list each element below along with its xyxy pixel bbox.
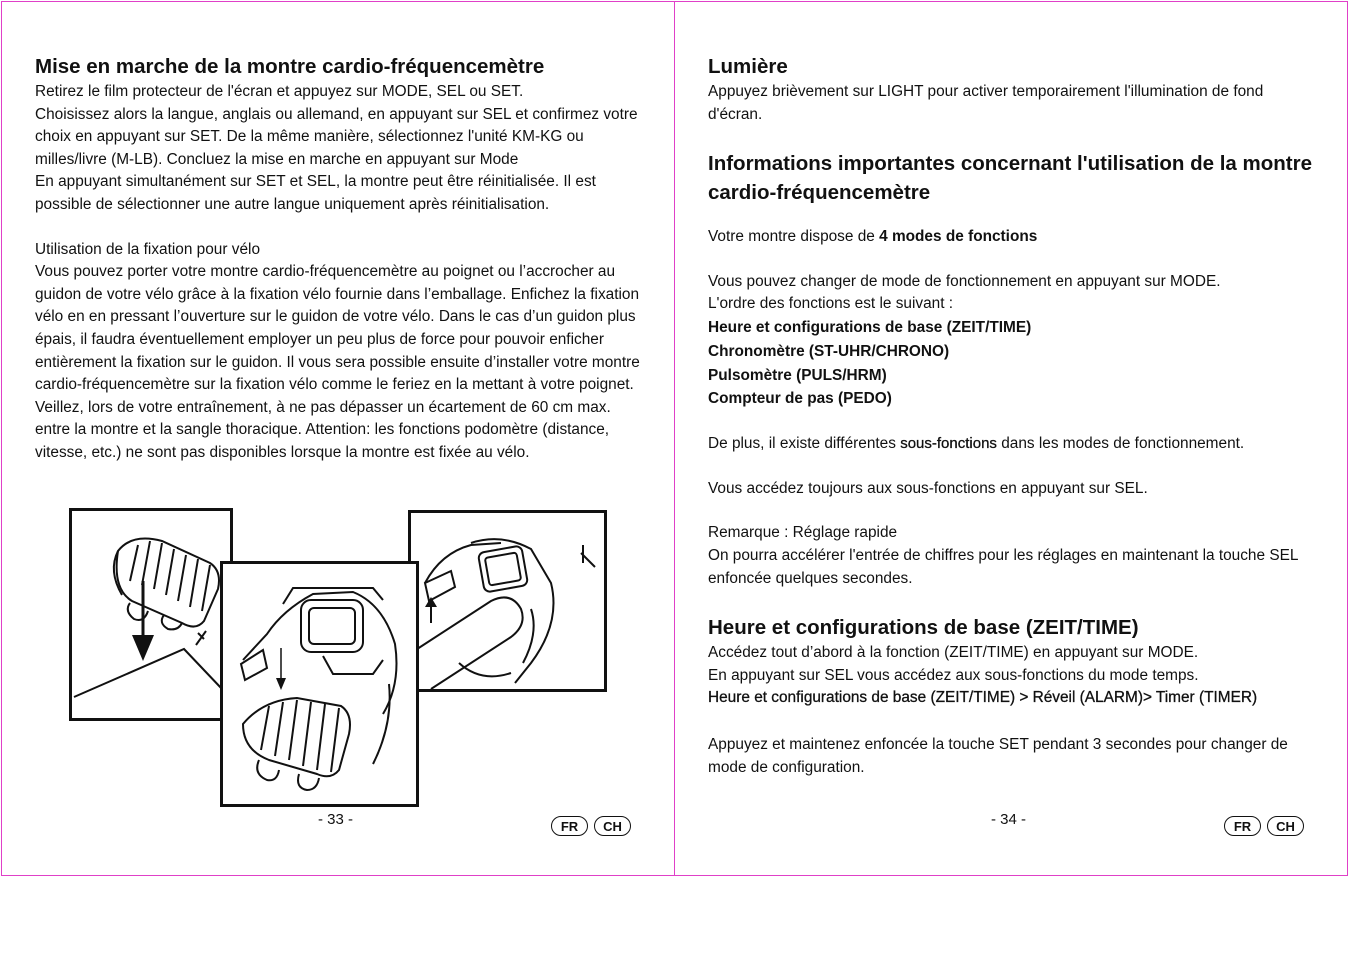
change-line-2: L'ordre des fonctions est le suivant : bbox=[708, 295, 954, 313]
time-line-2: En appuyant sur SEL vous accédez aux sous-fonctions du mode temps. bbox=[708, 666, 1199, 684]
badge-ch-right: CH bbox=[1267, 816, 1304, 836]
modes-intro bbox=[708, 226, 1320, 249]
setup-line-1: Retirez le film protecteur de l'écran et appuyez sur MODE, SEL ou SET. bbox=[35, 83, 524, 100]
language-badges bbox=[551, 816, 631, 836]
sel-text: Vous accédez toujours aux sous-fonctions en appuyant sur SEL. bbox=[708, 479, 1148, 497]
sub-functions-text bbox=[708, 433, 1320, 456]
right-column bbox=[708, 52, 1320, 779]
hold-text: Appuyez et maintenez enfoncée la touche SET pendant 3 secondes pour changer de mode de configuration. bbox=[708, 735, 1288, 776]
bike-text: Vous pouvez porter votre montre cardio-fréquencemètre au poignet ou l’accrocher au guidon de votre vélo grâce à la fixation vélo fournie dans l’emballage. Enfichez la fixation vélo en en pressant l’ouverture sur le guidon de votre vélo. Dans le cas d’un guidon plus épais, il faudra éventuellement employer un peu plus de force pour pouvoir enficher entièrement la fixation sur le guidon. Il vous sera possible ensuite d’installer votre montre cardio-fréquencemètre sur la fixation vélo comme le feriez en la mettant à votre poignet. Veillez, lors de votre entraînement, à ne pas dépasser un écartement de 60 cm max. entre la montre et la sangle thoracique. Attention: les fonctions podomètre (distance, vitesse, etc.) ne sont pas disponibles lorsque la montre est fixée au vélo. bbox=[35, 263, 640, 461]
modes-prefix: Votre montre dispose de bbox=[708, 228, 880, 246]
info-title: Informations importantes concernant l'utilisation de la montre cardio-fréquencemètre bbox=[708, 152, 1313, 205]
figure-watch-and-clip bbox=[220, 561, 419, 807]
left-column bbox=[35, 52, 647, 465]
mode-3: Pulsomètre (PULS/HRM) bbox=[708, 366, 887, 384]
sub-bold: sous-fonctions bbox=[900, 435, 997, 453]
change-line-1: Vous pouvez changer de mode de fonctionnement en appuyant sur MODE. bbox=[708, 272, 1221, 290]
mode-1: Heure et configurations de base (ZEIT/TIME) bbox=[708, 318, 1032, 336]
setup-line-2: Choisissez alors la langue, anglais ou allemand, en appuyant sur SEL et confirmez votre choix en appuyant sur SET. De la même manière, sélectionnez l'unité KM-KG ou milles/livre (M-LB). Concluez la mise en marche en appuyant sur Mode bbox=[35, 105, 638, 168]
language-badges-right bbox=[1224, 816, 1304, 836]
light-title: Lumière bbox=[708, 55, 788, 78]
time-line-1: Accédez tout d’abord à la fonction (ZEIT/TIME) en appuyant sur MODE. bbox=[708, 644, 1199, 662]
remark-heading: Remarque : Réglage rapide bbox=[708, 524, 898, 542]
modes-bold: 4 modes de fonctions bbox=[879, 228, 1038, 246]
badge-fr: FR bbox=[551, 816, 588, 836]
figure-clip-on-bar bbox=[69, 508, 233, 721]
setup-title: Mise en marche de la montre cardio-fréquencemètre bbox=[35, 55, 545, 78]
remark-text: On pourra accélérer l'entrée de chiffres pour les réglages en maintenant la touche SEL enfoncée quelques secondes. bbox=[708, 546, 1298, 587]
mode-2: Chronomètre (ST-UHR/CHRONO) bbox=[708, 342, 950, 360]
time-title: Heure et configurations de base (ZEIT/TIME) bbox=[708, 616, 1139, 640]
left-page bbox=[1, 1, 675, 876]
time-path: Heure et configurations de base (ZEIT/TIME) > Réveil (ALARM)> Timer (TIMER) bbox=[708, 689, 1258, 707]
bike-heading: Utilisation de la fixation pour vélo bbox=[35, 240, 260, 258]
page-number-33: - 33 - bbox=[318, 811, 354, 828]
right-page bbox=[674, 1, 1348, 876]
light-text: Appuyez brièvement sur LIGHT pour activer temporairement l'illumination de fond d'écran. bbox=[708, 83, 1264, 123]
sub-suffix: dans les modes de fonctionnement. bbox=[996, 435, 1245, 453]
badge-fr-right: FR bbox=[1224, 816, 1261, 836]
mode-4: Compteur de pas (PEDO) bbox=[708, 390, 892, 408]
setup-line-3: En appuyant simultanément sur SET et SEL, la montre peut être réinitialisée. Il est possible de sélectionner une autre langue uniquement après réinitialisation. bbox=[35, 173, 596, 213]
figure-watch-on-bar bbox=[408, 510, 607, 692]
badge-ch: CH bbox=[594, 816, 631, 836]
page-number-34: - 34 - bbox=[991, 811, 1027, 828]
sub-prefix: De plus, il existe différentes bbox=[708, 435, 901, 453]
